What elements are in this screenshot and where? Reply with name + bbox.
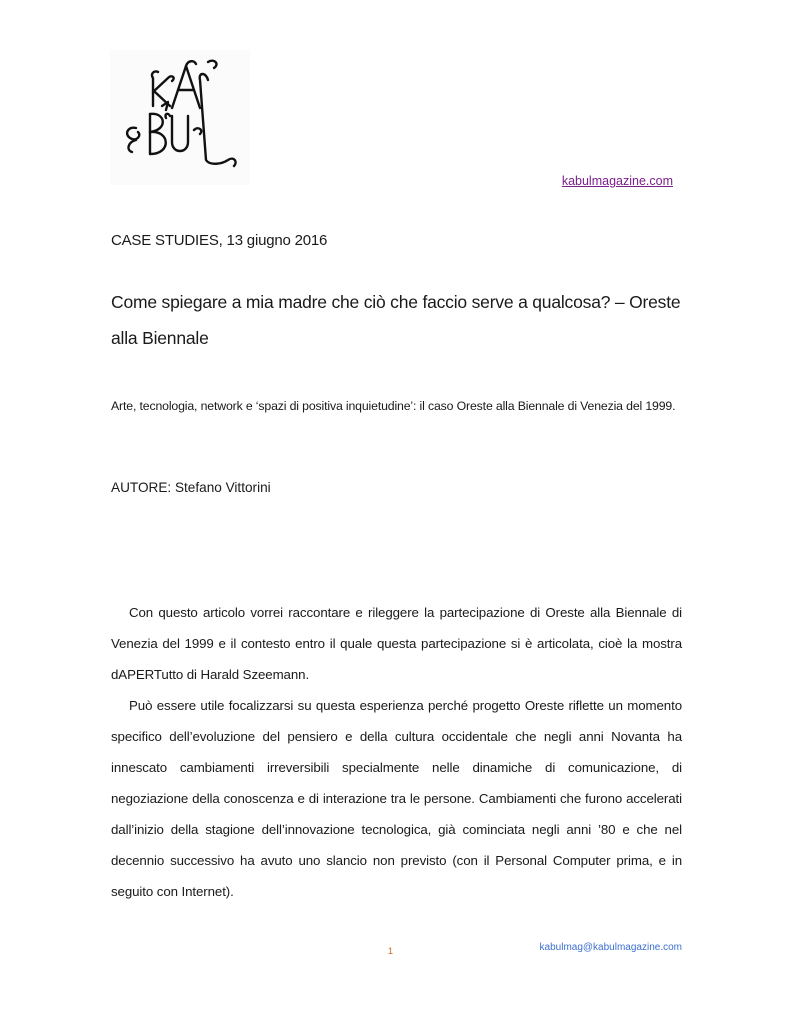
article-author: AUTORE: Stefano Vittorini (111, 480, 271, 495)
kabul-logo-mark (110, 50, 250, 185)
body-paragraph-2: Può essere utile focalizzarsi su questa esperienza perché progetto Oreste riflette un momento specifico dell’evoluzione del pensiero e della cultura occidentale che negli anni Novanta ha innescato cambiamenti irreversibili specialmente nelle dinamiche di comunicazione, di negoziazione della conoscenza e di interazione tra le persone. Cambiamenti che furono accelerati dall’inizio della stagione dell’innovazione tecnologica, già cominciata negli anni ’80 e che nel decennio successivo ha avuto uno slancio non previsto (con il Personal Computer prima, e in seguito con Internet). (111, 698, 682, 899)
footer-email-link[interactable]: kabulmag@kabulmagazine.com (539, 942, 682, 953)
article-body (111, 597, 682, 907)
body-paragraph-1: Con questo articolo vorrei raccontare e rileggere la partecipazione di Oreste alla Biennale di Venezia del 1999 e il contesto entro il quale questa partecipazione si è articolata, cioè la mostra dAPERTutto di Harald Szeemann. (111, 605, 682, 682)
kabul-logo (110, 50, 250, 185)
site-link[interactable]: kabulmagazine.com (561, 174, 673, 188)
section-date-line: CASE STUDIES, 13 giugno 2016 (111, 232, 328, 249)
page-number: 1 (388, 946, 394, 956)
article-title: Come spiegare a mia madre che ciò che faccio serve a qualcosa? – Oreste alla Biennale (111, 292, 681, 348)
article-subtitle: Arte, tecnologia, network e ‘spazi di positiva inquietudine’: il caso Oreste alla Biennale di Venezia del 1999. (111, 399, 676, 413)
